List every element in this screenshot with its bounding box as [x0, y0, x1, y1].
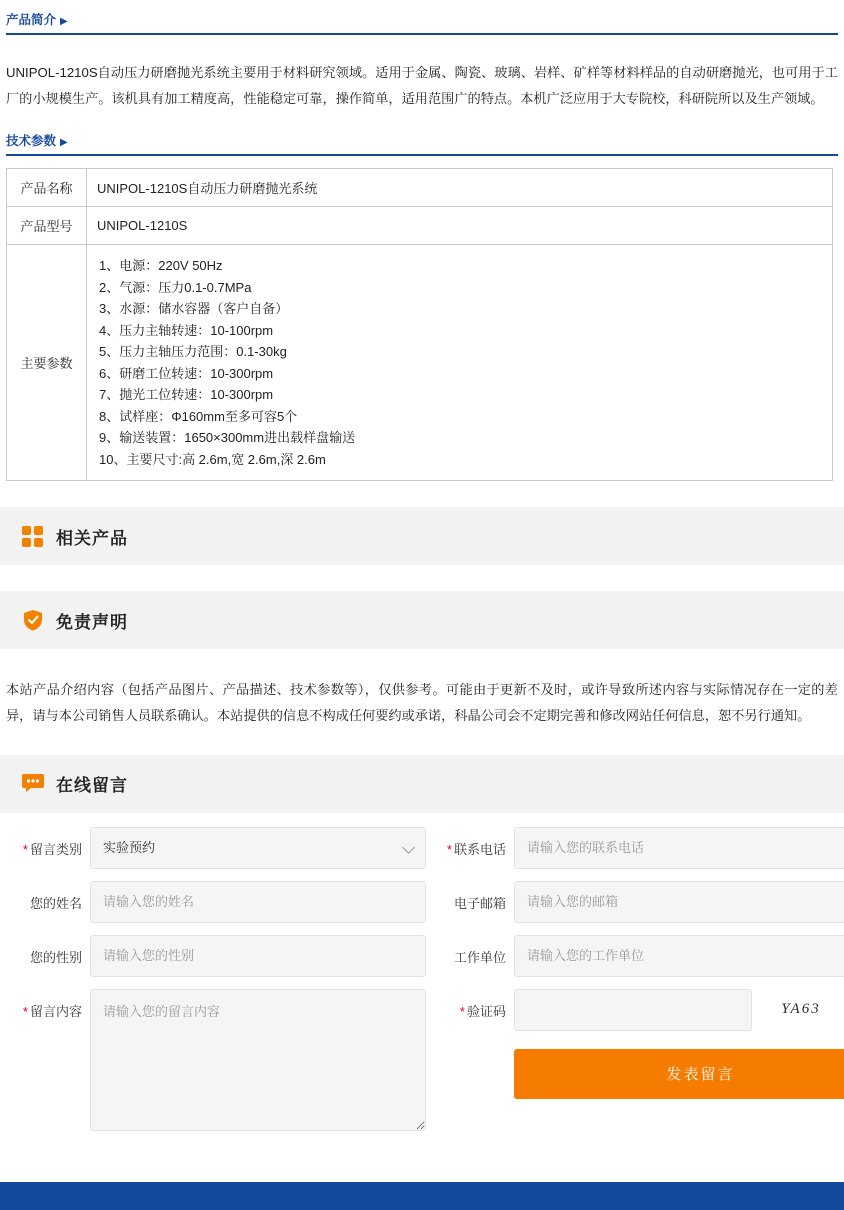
- section-banner-message: [0, 755, 844, 813]
- section-title-message: 在线留言: [56, 776, 128, 796]
- form-row-email: [430, 881, 844, 923]
- form-row-gender: [6, 935, 426, 977]
- section-title-disclaimer: 免责声明: [56, 612, 128, 632]
- disclaimer-paragraph: 本站产品介绍内容（包括产品图片、产品描述、技术参数等），仅供参考。可能由于更新不及时，或许导致所述内容与实际情况存在一定的差异，请与本公司销售人员联系确认。本站提供的信息不构成任何要约或承诺，科晶公司会不定期完善和修改网站任何信息，恕不另行通知。: [6, 681, 838, 723]
- phone-input[interactable]: [514, 827, 844, 869]
- label-text: 验证码: [466, 1003, 506, 1019]
- param-list: [99, 255, 822, 470]
- chat-bubble-icon: [22, 773, 44, 795]
- form-column-left: [6, 827, 426, 1146]
- label-phone: [430, 827, 514, 858]
- control-gender: [90, 935, 426, 977]
- table-row: [7, 207, 833, 245]
- label-category: [6, 827, 90, 858]
- section-title-intro: 产品简介: [6, 13, 57, 27]
- label-text: 您的性别: [29, 949, 82, 965]
- control-captcha: [514, 989, 844, 1031]
- email-input[interactable]: [514, 881, 844, 923]
- control-email: [514, 881, 844, 923]
- label-text: 留言类别: [29, 841, 82, 857]
- section-divider-intro: [6, 33, 838, 35]
- required-marker: *: [459, 1003, 465, 1019]
- form-row-name: [6, 881, 426, 923]
- control-name: [90, 881, 426, 923]
- spec-value-main: [87, 245, 833, 481]
- message-form: [0, 827, 844, 1146]
- list-item: 4、压力主轴转速：10-100rpm: [99, 322, 274, 338]
- table-row: [7, 169, 833, 207]
- spec-table-wrapper: [0, 156, 844, 481]
- list-item: 8、试样座：Φ160mm至多可容5个: [99, 408, 298, 424]
- section-header-params: [0, 131, 844, 154]
- list-item: 1、电源：220V 50Hz: [99, 258, 223, 274]
- label-email: [430, 881, 514, 912]
- list-item: 2、气源：压力0.1-0.7MPa: [99, 279, 252, 295]
- form-row-phone: [430, 827, 844, 869]
- control-company: [514, 935, 844, 977]
- label-content: [6, 989, 90, 1020]
- section-banner-disclaimer: [0, 591, 844, 649]
- list-item: 3、水源：储水容器（客户自备）: [99, 301, 289, 317]
- list-item: 5、压力主轴压力范围：0.1-30kg: [99, 344, 287, 360]
- form-column-right: [430, 827, 844, 1146]
- form-row-company: [430, 935, 844, 977]
- section-title-related-products: 相关产品: [56, 528, 128, 548]
- form-row-category: [6, 827, 426, 869]
- product-detail-page: [0, 10, 844, 1192]
- section-header-intro: [0, 10, 844, 33]
- arrow-icon: ▶: [60, 16, 68, 27]
- required-marker: *: [22, 841, 28, 857]
- spec-value: UNIPOL-1210S: [87, 207, 833, 245]
- category-select[interactable]: [90, 827, 426, 869]
- name-input[interactable]: [90, 881, 426, 923]
- control-category: [90, 827, 426, 869]
- spec-value: UNIPOL-1210S自动压力研磨抛光系统: [87, 169, 833, 207]
- control-content: [90, 989, 426, 1134]
- spec-key: 产品型号: [7, 207, 87, 245]
- submit-wrapper: [430, 1049, 844, 1099]
- section-banner-related-products: [0, 507, 844, 565]
- spec-table: [6, 168, 833, 481]
- list-item: 6、研磨工位转速：10-300rpm: [99, 365, 274, 381]
- captcha-input[interactable]: [514, 989, 752, 1031]
- label-text: 留言内容: [29, 1003, 82, 1019]
- shield-icon: [22, 609, 44, 631]
- label-name: [6, 881, 90, 912]
- content-textarea[interactable]: [90, 989, 426, 1131]
- gender-input[interactable]: [90, 935, 426, 977]
- label-text: 您的姓名: [29, 895, 82, 911]
- four-dot-flower-icon: [22, 525, 44, 547]
- list-item: 9、输送装置：1650×300mm进出载样盘输送: [99, 430, 356, 446]
- control-phone: [514, 827, 844, 869]
- intro-paragraph: UNIPOL-1210S自动压力研磨抛光系统主要用于材料研究领域。适用于金属、陶瓷、玻璃、岩样、矿样等材料样品的自动研磨抛光，也可用于工厂的小规模生产。该机具有加工精度高，性能稳定可靠，操作简单，适用范围广的特点。本机广泛应用于大专院校，科研院所以及生产领域。: [6, 65, 838, 107]
- label-text: 电子邮箱: [453, 895, 506, 911]
- label-company: [430, 935, 514, 966]
- required-marker: *: [446, 841, 452, 857]
- label-text: 联系电话: [453, 841, 506, 857]
- company-input[interactable]: [514, 935, 844, 977]
- spec-key: 产品名称: [7, 169, 87, 207]
- footer-bar: [0, 1182, 844, 1210]
- spec-key-main: 主要参数: [7, 245, 87, 481]
- section-title-params: 技术参数: [6, 134, 57, 149]
- list-item: 10、主要尺寸:高 2.6m,宽 2.6m,深 2.6m: [99, 451, 326, 467]
- arrow-icon: ▶: [60, 137, 68, 149]
- label-captcha: [430, 989, 514, 1020]
- form-row-captcha: [430, 989, 844, 1031]
- label-gender: [6, 935, 90, 966]
- table-row: [7, 245, 833, 481]
- label-text: 工作单位: [453, 949, 506, 965]
- submit-message-button[interactable]: 发表留言: [514, 1049, 844, 1099]
- captcha-image[interactable]: YA63: [781, 1001, 821, 1018]
- required-marker: *: [22, 1003, 28, 1019]
- list-item: 7、抛光工位转速：10-300rpm: [99, 387, 274, 403]
- form-row-content: [6, 989, 426, 1134]
